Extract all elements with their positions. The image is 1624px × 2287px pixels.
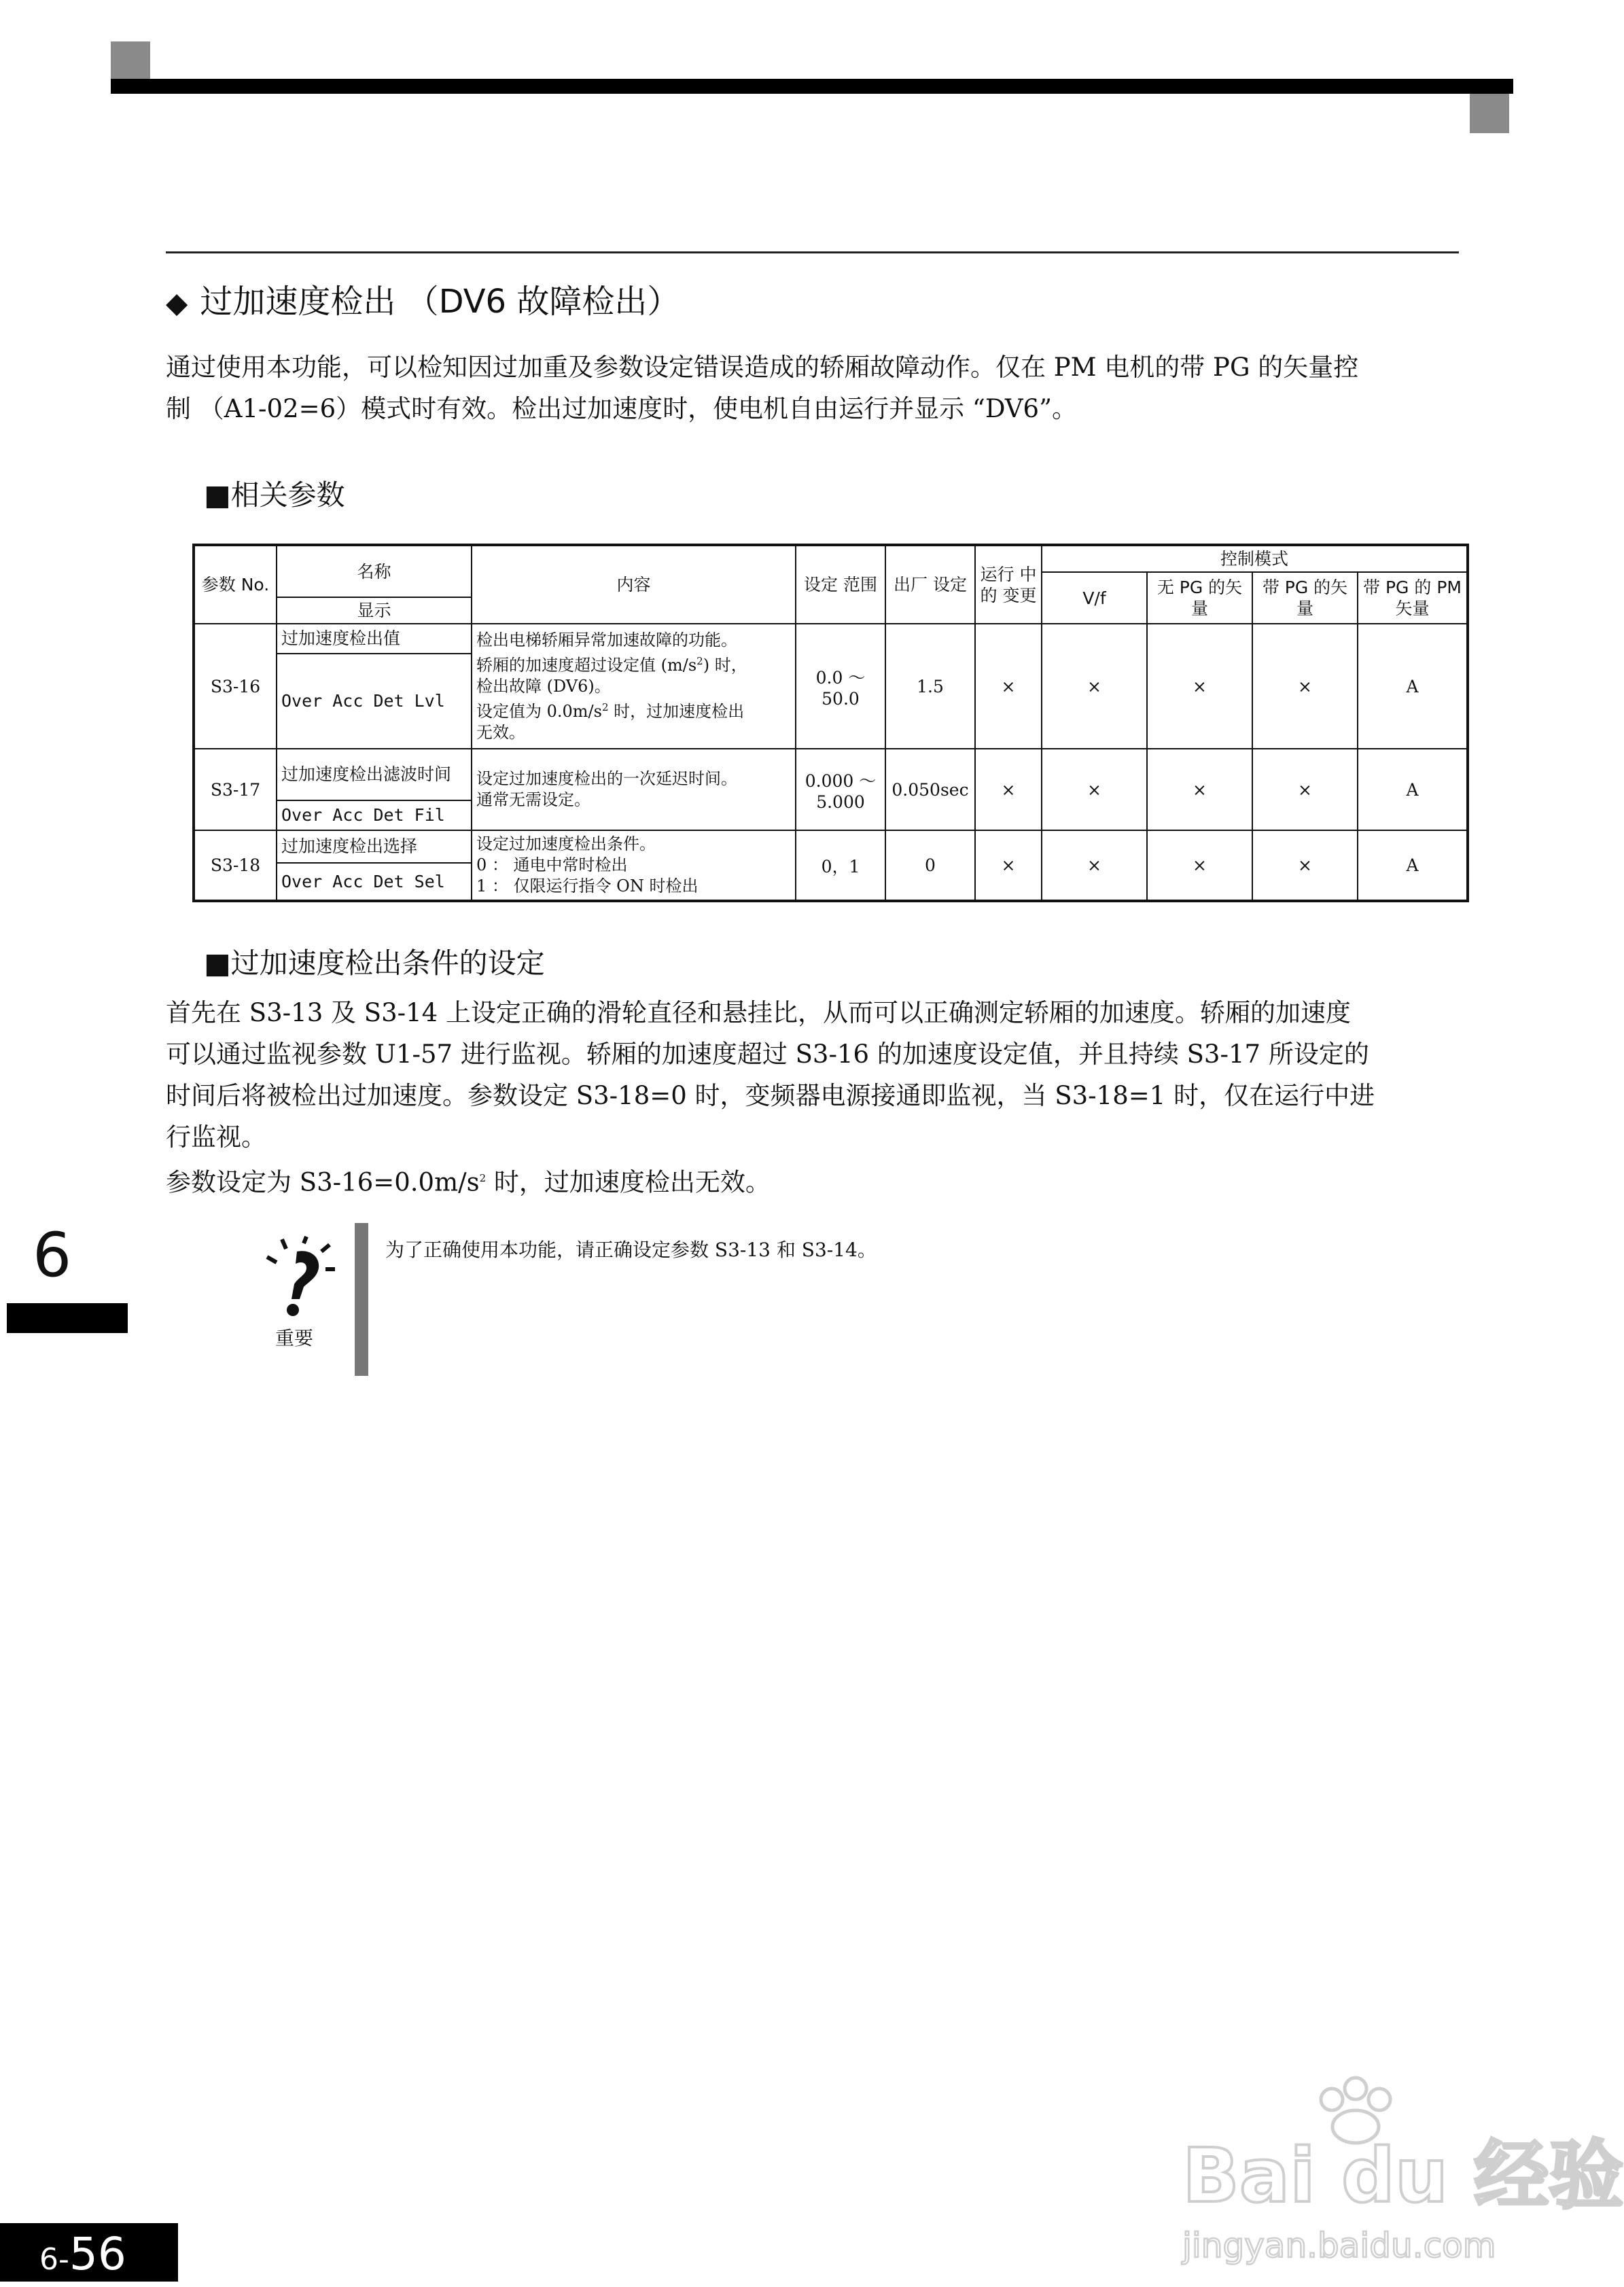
- header-square-left: [111, 41, 150, 81]
- mode-pm-vector: A: [1358, 830, 1468, 901]
- param-change: ×: [975, 749, 1042, 830]
- note-text: 为了正确使用本功能，请正确设定参数 S3-13 和 S3-14。: [385, 1239, 877, 1261]
- param-no: S3-17: [194, 749, 277, 830]
- param-name: 过加速度检出值: [277, 624, 472, 654]
- mode-closed-loop-vector: ×: [1252, 624, 1358, 749]
- section-rule: [166, 251, 1459, 253]
- intro-line: 制 （A1-02=6）模式时有效。检出过加速度时，使电机自由运行并显示 “DV6”。: [166, 394, 1078, 423]
- body-line: 时间后将被检出过加速度。参数设定 S3-18=0 时，变频器电源接通即监视，当 S3-18=1 时，仅在运行中进: [166, 1081, 1375, 1110]
- header-control-mode: 控制模式: [1042, 545, 1468, 572]
- header-param-no: 参数 No.: [194, 545, 277, 624]
- header-change-during-run: 运行 中的 变更: [975, 545, 1042, 624]
- header-mode-vf: V/f: [1042, 572, 1147, 624]
- mode-pm-vector: A: [1358, 749, 1468, 830]
- param-factory: 0: [885, 830, 975, 901]
- body-line: 首先在 S3-13 及 S3-14 上设定正确的滑轮直径和悬挂比，从而可以正确测定轿厢的加速度。轿厢的加速度: [166, 998, 1351, 1027]
- param-display: Over Acc Det Sel: [277, 863, 472, 901]
- param-content: 设定过加速度检出的一次延迟时间。 通常无需设定。: [472, 749, 796, 830]
- param-change: ×: [975, 830, 1042, 901]
- table-row: [194, 749, 1468, 800]
- header-bar: [111, 79, 1513, 94]
- important-icon: [262, 1237, 336, 1325]
- param-range: 0，1: [796, 830, 885, 901]
- note-label: 重要: [275, 1327, 314, 1349]
- param-content: 检出电梯轿厢异常加速故障的功能。 轿厢的加速度超过设定值 $(m/s^2)$ 时， 检出故障 (DV6)。 设定值为 $0.0m/s^2$ 时，过加速度检出 无效。: [472, 624, 796, 749]
- header-name: 名称: [277, 545, 472, 597]
- header-factory: 出厂 设定: [885, 545, 975, 624]
- param-change: ×: [975, 624, 1042, 749]
- param-range: 0.0 ～ 50.0: [796, 624, 885, 749]
- header-content: 内容: [472, 545, 796, 624]
- mode-open-loop-vector: ×: [1147, 830, 1252, 901]
- mode-closed-loop-vector: ×: [1252, 830, 1358, 901]
- watermark-brand: Bai du 经验: [1182, 2132, 1624, 2219]
- param-factory: 1.5: [885, 624, 975, 749]
- header-mode-pm-vector: 带 PG 的 PM 矢量: [1358, 572, 1468, 624]
- mode-vf: ×: [1042, 830, 1147, 901]
- param-range: 0.000 ～ 5.000: [796, 749, 885, 830]
- page-number: 6-56: [39, 2228, 126, 2280]
- intro-line: 通过使用本功能，可以检知因过加重及参数设定错误造成的轿厢故障动作。仅在 PM 电机的带 PG 的矢量控: [166, 353, 1359, 382]
- table-row: [194, 830, 1468, 863]
- param-factory: 0.050sec: [885, 749, 975, 830]
- chapter-number: 6: [33, 1220, 72, 1291]
- related-params-heading: ■相关参数: [204, 478, 345, 512]
- param-no: S3-18: [194, 830, 277, 901]
- mode-open-loop-vector: ×: [1147, 749, 1252, 830]
- header-square-right: [1470, 94, 1509, 133]
- param-no: S3-16: [194, 624, 277, 749]
- watermark-url: jingyan.baidu.com: [1182, 2226, 1496, 2265]
- param-display: Over Acc Det Lvl: [277, 654, 472, 749]
- param-display: Over Acc Det Fil: [277, 800, 472, 830]
- mode-vf: ×: [1042, 749, 1147, 830]
- intro-paragraph: [166, 347, 1457, 429]
- note-bar: [355, 1223, 368, 1376]
- section-title: [166, 275, 679, 322]
- diamond-icon: ◆: [166, 286, 188, 319]
- section-title-text: 过加速度检出 （DV6 故障检出）: [200, 283, 680, 321]
- param-name: 过加速度检出选择: [277, 830, 472, 863]
- header-mode-open-loop-vector: 无 PG 的矢 量: [1147, 572, 1252, 624]
- mode-pm-vector: A: [1358, 624, 1468, 749]
- param-name: 过加速度检出滤波时间: [277, 749, 472, 800]
- header-display: 显示: [277, 597, 472, 624]
- condition-heading: ■过加速度检出条件的设定: [204, 946, 545, 980]
- chapter-bar: [7, 1303, 128, 1333]
- header-mode-closed-loop-vector: 带 PG 的矢 量: [1252, 572, 1358, 624]
- condition-paragraph: [166, 992, 1457, 1203]
- body-line: 参数设定为 $S3-16=0.0m/s^2$ 时，过加速度检出无效。: [166, 1167, 771, 1197]
- parameter-table: [192, 544, 1469, 902]
- body-line: 行监视。: [166, 1122, 266, 1152]
- body-line: 可以通过监视参数 U1-57 进行监视。轿厢的加速度超过 S3-16 的加速度设定值，并且持续 S3-17 所设定的: [166, 1040, 1369, 1069]
- mode-closed-loop-vector: ×: [1252, 749, 1358, 830]
- baidu-watermark-logo: [1176, 2072, 1624, 2276]
- mode-open-loop-vector: ×: [1147, 624, 1252, 749]
- mode-vf: ×: [1042, 624, 1147, 749]
- header-range: 设定 范围: [796, 545, 885, 624]
- param-content: 设定过加速度检出条件。 0 ： 通电中常时检出 1 ： 仅限运行指令 ON 时检出: [472, 830, 796, 901]
- table-row: [194, 624, 1468, 654]
